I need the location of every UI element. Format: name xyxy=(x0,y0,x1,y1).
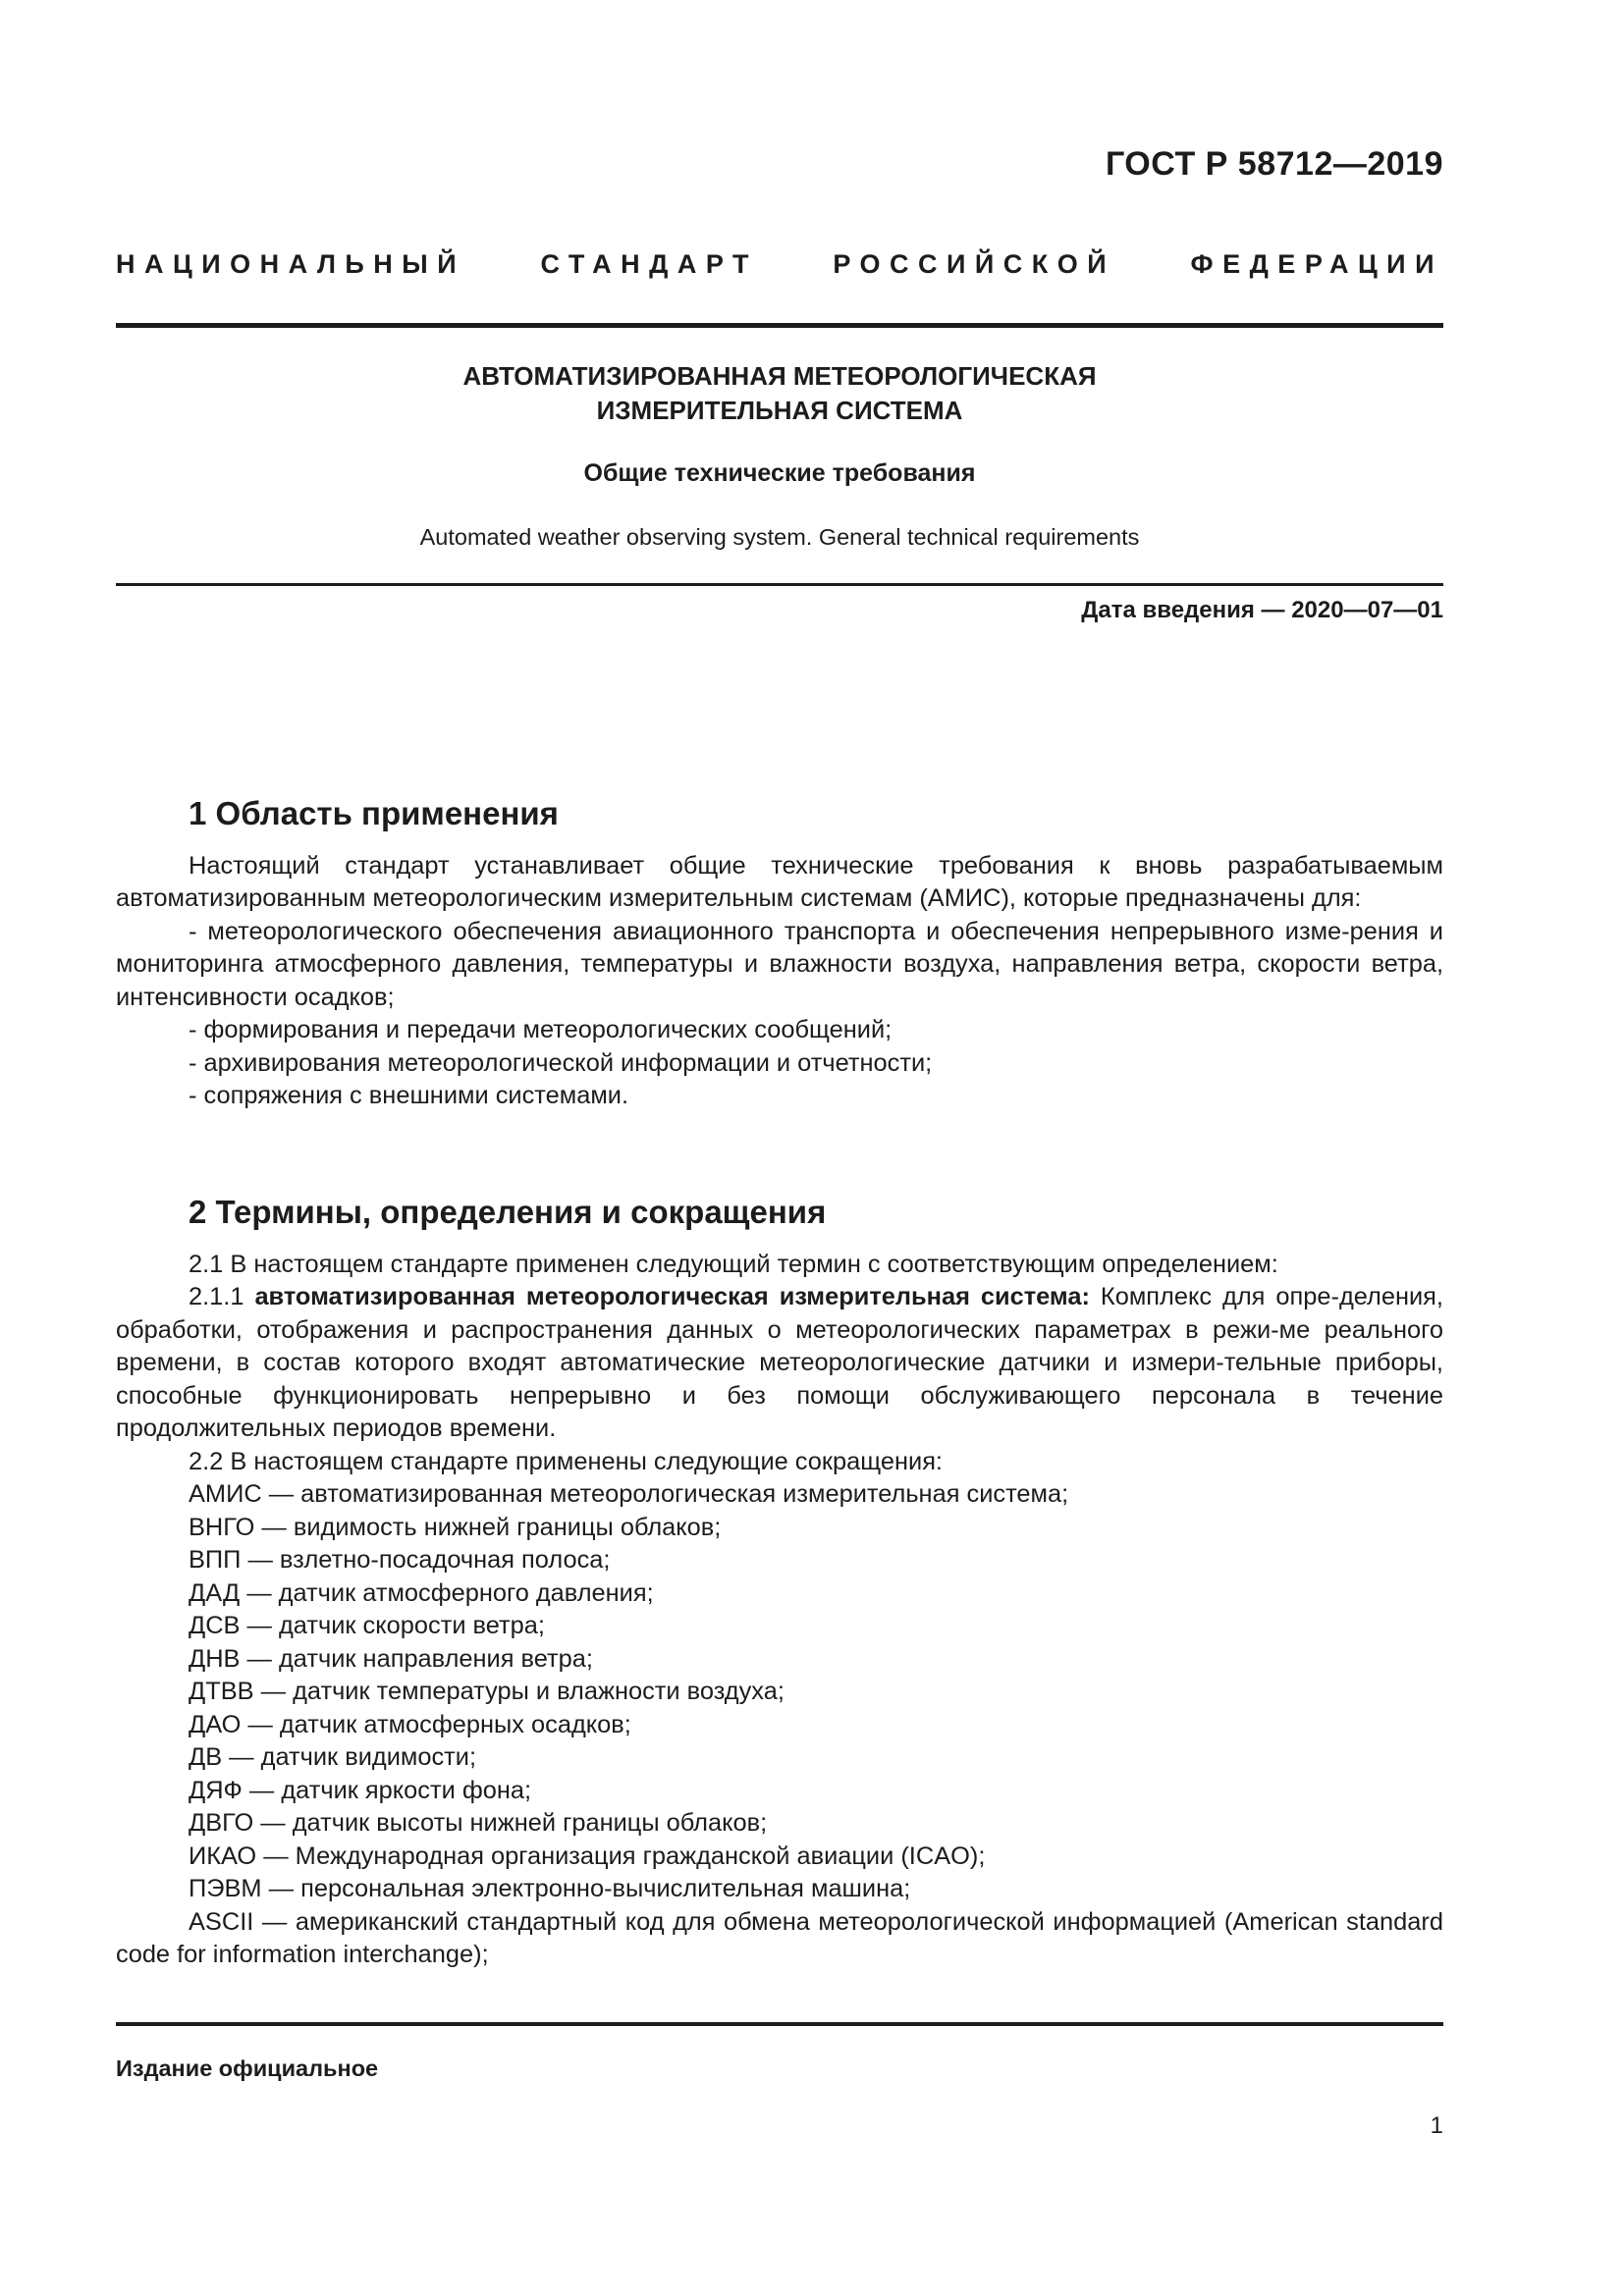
scope-item: - сопряжения с внешними системами. xyxy=(189,1082,629,1109)
abbreviation-list xyxy=(116,1478,1443,1972)
abbreviation-item: ДАО — датчик атмосферных осадков; xyxy=(189,1710,631,1738)
section-1-heading: 1 Область применения xyxy=(189,795,559,831)
abbreviation-item: ДАД — датчик атмосферного давления; xyxy=(189,1578,654,1607)
footer-rule xyxy=(116,2022,1443,2026)
abbreviation-item: ПЭВМ — персональная электронно-вычислительная машина; xyxy=(189,1875,911,1902)
title-line-1: АВТОМАТИЗИРОВАННАЯ МЕТЕОРОЛОГИЧЕСКАЯ xyxy=(462,361,1097,391)
paragraph-2-1: 2.1 В настоящем стандарте применен следующий термин с соответствующим определением: xyxy=(189,1250,1278,1278)
abbreviation-item: ДВГО — датчик высоты нижней границы облаков; xyxy=(189,1809,768,1837)
abbreviation-item: ДНВ — датчик направления ветра; xyxy=(189,1644,593,1673)
section-2-heading: 2 Термины, определения и сокращения xyxy=(189,1194,827,1230)
english-title: Automated weather observing system. General technical requirements xyxy=(419,524,1140,550)
abbreviation-item: ВПП — взлетно-посадочная полоса; xyxy=(189,1546,611,1574)
term-definition: Комплекс для опре-деления, обработки, отображения и распространения данных о метеорологических параметрах в режи-ме реального времени, в состав которого входят автоматические метеорологические датчики и измери-тельные приборы, способные функционировать непрерывно и без помощи обслуживающего персонала в течение продолжительных периодов времени. xyxy=(116,1283,1443,1442)
abbreviation-item: ДСВ — датчик скорости ветра; xyxy=(189,1612,545,1639)
abbreviation-item: ДЯФ — датчик яркости фона; xyxy=(189,1776,532,1804)
official-edition-note: Издание официальное xyxy=(116,2056,379,2081)
clause-number: 2.1.1 xyxy=(189,1283,255,1310)
title-line-2: ИЗМЕРИТЕЛЬНАЯ СИСТЕМА xyxy=(596,396,963,425)
abbreviation-item: ДВ — датчик видимости; xyxy=(189,1743,477,1771)
document-subtitle: Общие технические требования xyxy=(583,459,976,487)
scope-item: - метеорологического обеспечения авиационного транспорта и обеспечения непрерывного изме-рения и мониторинга атмосферного давления, температуры и влажности воздуха, направления ветра, скорости ветра, интенсивности осадков; xyxy=(116,917,1443,1011)
document-title xyxy=(116,359,1443,428)
section-2 xyxy=(116,1196,1443,1972)
abbreviation-item: ДТВВ — датчик температуры и влажности воздуха; xyxy=(189,1678,785,1705)
top-thick-rule xyxy=(116,323,1443,328)
abbreviation-item: ВНГО — видимость нижней границы облаков; xyxy=(189,1513,722,1541)
defined-term: автоматизированная метеорологическая измерительная система: xyxy=(254,1283,1090,1310)
abbreviation-item: ИКАО — Международная организация гражданской авиации (ICAO); xyxy=(189,1842,986,1870)
abbreviation-item: АМИС — автоматизированная метеорологическая измерительная система; xyxy=(189,1480,1069,1508)
scope-item: - архивирования метеорологической информации и отчетности; xyxy=(189,1048,933,1077)
page-number: 1 xyxy=(1430,2112,1443,2139)
paragraph-2-2: 2.2 В настоящем стандарте применены следующие сокращения: xyxy=(189,1447,943,1475)
title-rule xyxy=(116,583,1443,586)
abbreviation-item-ascii: ASCII — американский стандартный код для обмена метеорологической информацией (American standard code for information interchange); xyxy=(116,1907,1443,1968)
paragraph-2-1-1 xyxy=(116,1281,1443,1446)
section-1 xyxy=(116,797,1443,1113)
scope-item: - формирования и передачи метеорологических сообщений; xyxy=(189,1016,893,1043)
section-1-intro: Настоящий стандарт устанавливает общие технические требования к вновь разрабатываемым автоматизированным метеорологическим измерительным системам (АМИС), которые предназначены для: xyxy=(116,851,1443,912)
intro-date: Дата введения — 2020—07—01 xyxy=(1081,597,1443,623)
national-standard-banner: НАЦИОНАЛЬНЫЙ СТАНДАРТ РОССИЙСКОЙ ФЕДЕРАЦИИ xyxy=(116,249,1443,279)
gost-number: ГОСТ Р 58712—2019 xyxy=(1105,145,1443,183)
